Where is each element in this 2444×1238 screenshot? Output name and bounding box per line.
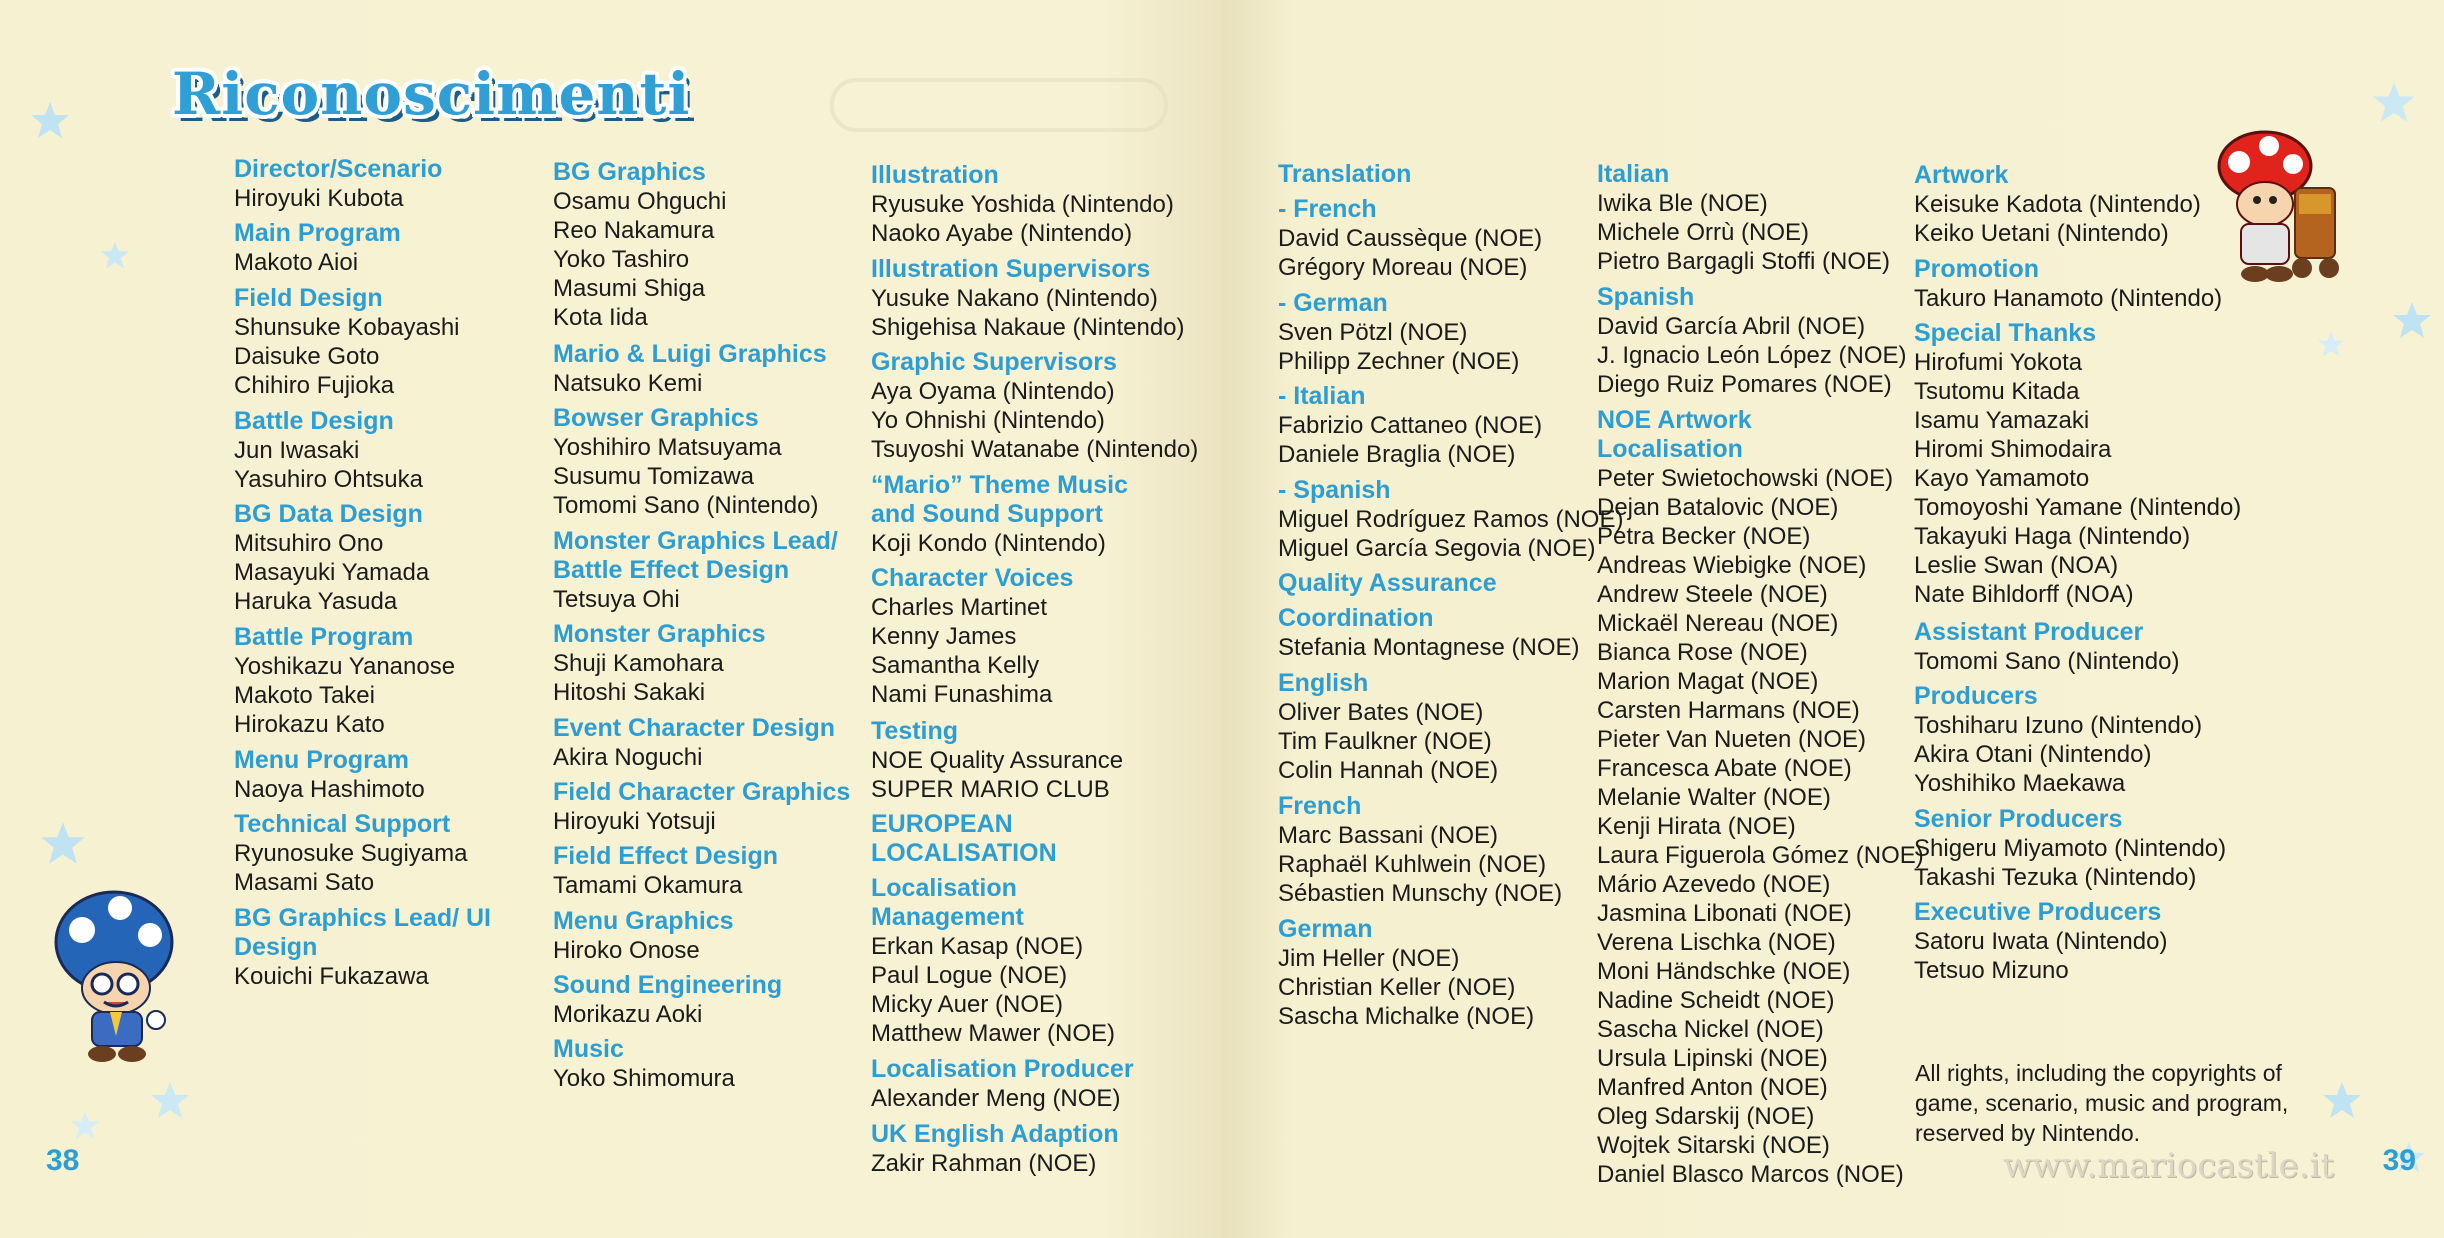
credit-section-assistant-producer xyxy=(1914,618,2214,676)
credit-heading: German xyxy=(1278,914,1373,943)
credit-name: Ryunosuke Sugiyama xyxy=(234,840,468,868)
credit-name: Yasuhiro Ohtsuka xyxy=(234,465,423,493)
bleed-through-shape xyxy=(830,78,1168,132)
credit-name: Micky Auer (NOE) xyxy=(871,991,1064,1019)
credit-name: SUPER MARIO CLUB xyxy=(871,775,1110,803)
credit-heading: NOE Artwork Localisation xyxy=(1597,405,1752,463)
credit-heading: Senior Producers xyxy=(1914,804,2123,833)
credit-name: Hiroyuki Kubota xyxy=(234,185,404,212)
credit-name: Fabrizio Cattaneo (NOE) xyxy=(1278,412,1543,440)
credit-name: Diego Ruiz Pomares (NOE) xyxy=(1597,370,1892,398)
credit-name: Andrew Steele (NOE) xyxy=(1597,580,1828,608)
credit-name: Akira Otani (Nintendo) xyxy=(1914,740,2152,768)
credit-name: Hitoshi Sakaki xyxy=(553,679,706,706)
credit-name: Masumi Shiga xyxy=(553,275,706,302)
credit-heading: Quality Assurance xyxy=(1278,569,1497,598)
credit-name: Pieter Van Nueten (NOE) xyxy=(1597,725,1867,753)
credit-name: Tetsuya Ohi xyxy=(553,585,680,613)
credit-section-monster-graphics xyxy=(553,620,853,707)
credit-name: Paul Logue (NOE) xyxy=(871,962,1068,990)
credit-heading: UK English Adaption xyxy=(871,1119,1119,1148)
credit-name: Tsuyoshi Watanabe (Nintendo) xyxy=(871,436,1199,464)
credit-name: Mickaël Nereau (NOE) xyxy=(1597,609,1839,637)
credit-section-bg-data-design xyxy=(234,500,534,616)
credit-heading: Sound Engineering xyxy=(553,970,783,999)
credit-heading: Field Character Graphics xyxy=(553,777,851,806)
right-page xyxy=(1222,0,2444,1238)
credit-name: Satoru Iwata (Nintendo) xyxy=(1914,928,2168,956)
credit-name: Kenny James xyxy=(871,623,1017,651)
star-icon xyxy=(2372,80,2416,124)
credit-heading: Bowser Graphics xyxy=(553,403,759,432)
credit-section-german xyxy=(1278,915,1578,1031)
credit-name: Sven Pötzl (NOE) xyxy=(1278,318,1468,346)
credit-name: Makoto Takei xyxy=(234,682,375,709)
credit-section-italian xyxy=(1597,160,1897,276)
credit-heading: Producers xyxy=(1914,681,2038,710)
credit-name: Christian Keller (NOE) xyxy=(1278,973,1516,1001)
credit-name: Alexander Meng (NOE) xyxy=(871,1085,1121,1113)
credit-name: Sascha Michalke (NOE) xyxy=(1278,1002,1535,1030)
credit-heading: Executive Producers xyxy=(1914,898,2162,927)
credit-name: Yo Ohnishi (Nintendo) xyxy=(871,407,1105,435)
credit-section-character-voices xyxy=(871,564,1171,709)
credit-name: Stefania Montagnese (NOE) xyxy=(1278,634,1580,662)
credit-name: Hirofumi Yokota xyxy=(1914,348,2083,376)
credit-name: Francesca Abate (NOE) xyxy=(1597,754,1852,782)
credit-heading: Director/Scenario xyxy=(234,155,443,183)
credit-heading: Character Voices xyxy=(871,564,1074,593)
credit-name: Hiromi Shimodaira xyxy=(1914,435,2112,463)
credit-name: Hirokazu Kato xyxy=(234,711,385,738)
credit-name: Akira Noguchi xyxy=(553,743,703,771)
credit-name: Iwika Ble (NOE) xyxy=(1597,190,1768,217)
credit-name: Kenji Hirata (NOE) xyxy=(1597,812,1796,840)
credit-name: Kouichi Fukazawa xyxy=(234,962,429,990)
credit-section-executive-producers xyxy=(1914,898,2214,985)
credit-section-producers xyxy=(1914,682,2214,798)
credit-section-artwork xyxy=(1914,161,2214,248)
star-icon xyxy=(2392,300,2432,340)
credit-name: Verena Lischka (NOE) xyxy=(1597,928,1836,956)
credit-heading: - German xyxy=(1278,288,1388,317)
credit-section-main-program xyxy=(234,219,534,277)
credit-section-italian xyxy=(1278,382,1578,469)
credit-name: Raphaël Kuhlwein (NOE) xyxy=(1278,850,1547,878)
credit-section-illustration xyxy=(871,161,1174,248)
credit-section-graphic-supervisors xyxy=(871,348,1198,464)
credit-name: Masayuki Yamada xyxy=(234,559,430,587)
credit-name: Nate Bihldorff (NOA) xyxy=(1914,580,2134,608)
credit-name: Zakir Rahman (NOE) xyxy=(871,1149,1097,1177)
credit-name: Moni Händschke (NOE) xyxy=(1597,957,1851,985)
credit-name: Grégory Moreau (NOE) xyxy=(1278,254,1528,281)
credit-name: Yoko Shimomura xyxy=(553,1065,735,1093)
credit-section-testing xyxy=(871,717,1171,804)
credit-section-localisation-producer xyxy=(871,1055,1171,1113)
credit-section-english xyxy=(1278,669,1578,785)
page-title: Riconoscimenti xyxy=(172,60,691,128)
credit-heading: Technical Support xyxy=(234,810,451,839)
credit-name: Aya Oyama (Nintendo) xyxy=(871,378,1115,406)
credit-name: Ursula Lipinski (NOE) xyxy=(1597,1044,1828,1072)
credit-heading: BG Graphics Lead/ UI Design xyxy=(234,903,492,961)
credit-name: Isamu Yamazaki xyxy=(1914,406,2090,434)
credit-name: Samantha Kelly xyxy=(871,652,1040,680)
credit-name: Charles Martinet xyxy=(871,594,1048,622)
credit-section-technical-support xyxy=(234,810,534,897)
credit-name: Morikazu Aoki xyxy=(553,1000,703,1028)
credit-name: Takashi Tezuka (Nintendo) xyxy=(1914,863,2197,891)
credit-heading: Event Character Design xyxy=(553,713,836,742)
credit-name: Tsutomu Kitada xyxy=(1914,377,2080,405)
credit-name: Laura Figuerola Gómez (NOE) xyxy=(1597,841,1924,869)
credit-heading: Localisation Producer xyxy=(871,1055,1134,1084)
credit-name: Jun Iwasaki xyxy=(234,436,360,464)
credit-section-mario-luigi-graphics xyxy=(553,340,853,398)
credit-section-spanish xyxy=(1597,283,1907,399)
credit-heading: Monster Graphics Lead/ Battle Effect Design xyxy=(553,526,838,584)
credit-name: Mário Azevedo (NOE) xyxy=(1597,870,1831,898)
credit-name: Leslie Swan (NOA) xyxy=(1914,551,2119,579)
page-number: 38 xyxy=(46,1144,80,1177)
credit-name: NOE Quality Assurance xyxy=(871,746,1124,774)
credit-section-bg-graphics xyxy=(553,158,853,332)
credit-name: Kota Iida xyxy=(553,304,648,331)
credit-section-illustration-supervisors xyxy=(871,255,1185,342)
credit-name: Nami Funashima xyxy=(871,681,1053,709)
credit-name: Oleg Sdarskij (NOE) xyxy=(1597,1102,1815,1130)
credit-name: Oliver Bates (NOE) xyxy=(1278,698,1484,726)
credit-name: Daniel Blasco Marcos (NOE) xyxy=(1597,1160,1904,1188)
credit-name: Miguel García Segovia (NOE) xyxy=(1278,534,1596,562)
credit-name: Tomomi Sano (Nintendo) xyxy=(1914,647,2180,675)
credit-section-quality-assurance xyxy=(1278,569,1578,598)
credit-heading: Monster Graphics xyxy=(553,620,766,648)
credit-name: Dejan Batalovic (NOE) xyxy=(1597,493,1839,521)
credit-heading: EUROPEAN LOCALISATION xyxy=(871,810,1057,868)
credit-section-senior-producers xyxy=(1914,805,2226,892)
credit-heading: Translation xyxy=(1278,160,1412,188)
credit-section-coordination xyxy=(1278,604,1580,662)
credit-heading: Mario & Luigi Graphics xyxy=(553,339,827,368)
credit-section-battle-design xyxy=(234,407,534,494)
credit-heading: Assistant Producer xyxy=(1914,617,2144,646)
star-icon xyxy=(30,100,70,140)
credit-name: Shigehisa Nakaue (Nintendo) xyxy=(871,313,1185,341)
credit-heading: Music xyxy=(553,1035,624,1064)
credit-name: Pietro Bargagli Stoffi (NOE) xyxy=(1597,248,1891,275)
credit-name: Petra Becker (NOE) xyxy=(1597,522,1811,550)
credit-name: Ryusuke Yoshida (Nintendo) xyxy=(871,191,1174,218)
credit-heading: Menu Graphics xyxy=(553,906,734,935)
credit-name: Osamu Ohguchi xyxy=(553,188,727,215)
credit-section-spanish xyxy=(1278,476,1623,563)
credit-section-uk-english-adaption xyxy=(871,1120,1171,1178)
credit-name: Hiroko Onose xyxy=(553,936,700,964)
credit-heading: Testing xyxy=(871,716,959,745)
credit-section-menu-graphics xyxy=(553,907,853,965)
credit-name: Naoko Ayabe (Nintendo) xyxy=(871,220,1133,247)
credit-section-field-design xyxy=(234,284,534,400)
credit-section-french xyxy=(1278,792,1578,908)
credit-name: Yoshihiro Matsuyama xyxy=(553,433,782,461)
credit-name: Yoko Tashiro xyxy=(553,246,690,273)
credit-name: Matthew Mawer (NOE) xyxy=(871,1020,1116,1048)
credit-name: Mitsuhiro Ono xyxy=(234,530,384,558)
credit-name: Michele Orrù (NOE) xyxy=(1597,219,1810,246)
credit-name: Shigeru Miyamoto (Nintendo) xyxy=(1914,834,2227,862)
credit-section-european-localisation xyxy=(871,810,1171,868)
credit-heading: Field Effect Design xyxy=(553,842,779,871)
credit-name: Tamami Okamura xyxy=(553,872,743,900)
credit-heading: - French xyxy=(1278,195,1377,223)
credit-section-director-scenario xyxy=(234,155,534,213)
star-icon xyxy=(40,820,86,866)
red-toad-icon xyxy=(2207,128,2357,293)
credit-section-sound-engineering xyxy=(553,971,853,1029)
credit-name: Hiroyuki Yotsuji xyxy=(553,807,716,835)
rights-notice: All rights, including the copyrights of game, scenario, music and program, reserved by Nintendo. xyxy=(1915,1060,2289,1146)
credit-name: Peter Swietochowski (NOE) xyxy=(1597,464,1894,492)
credit-name: Melanie Walter (NOE) xyxy=(1597,783,1831,811)
credit-name: Colin Hannah (NOE) xyxy=(1278,756,1499,784)
credit-name: Bianca Rose (NOE) xyxy=(1597,638,1808,666)
credit-name: Toshiharu Izuno (Nintendo) xyxy=(1914,711,2203,739)
credit-name: Shunsuke Kobayashi xyxy=(234,313,460,341)
blue-toad-icon xyxy=(52,880,182,1070)
credit-name: Erkan Kasap (NOE) xyxy=(871,933,1084,961)
credit-name: Chihiro Fujioka xyxy=(234,371,395,399)
star-icon xyxy=(150,1080,190,1120)
credit-name: Tomomi Sano (Nintendo) xyxy=(553,491,819,519)
credit-heading: BG Data Design xyxy=(234,500,423,529)
credit-section-german xyxy=(1278,289,1578,376)
credit-name: Marion Magat (NOE) xyxy=(1597,667,1819,695)
credit-heading: BG Graphics xyxy=(553,158,706,186)
credit-heading: English xyxy=(1278,668,1369,697)
credit-heading: Illustration xyxy=(871,161,999,189)
credit-name: Makoto Aioi xyxy=(234,249,359,277)
credit-heading: Promotion xyxy=(1914,254,2039,283)
credit-name: Keisuke Kadota (Nintendo) xyxy=(1914,191,2201,218)
credit-name: Shuji Kamohara xyxy=(553,650,724,677)
credit-name: Jasmina Libonati (NOE) xyxy=(1597,899,1852,927)
credit-section-localisation-management xyxy=(871,874,1171,1048)
credit-name: Daniele Braglia (NOE) xyxy=(1278,441,1516,469)
credit-name: Carsten Harmans (NOE) xyxy=(1597,696,1860,724)
credit-name: Haruka Yasuda xyxy=(234,588,398,616)
credit-heading: Localisation Management xyxy=(871,874,1024,932)
credit-name: Sébastien Munschy (NOE) xyxy=(1278,879,1563,907)
credit-name: Susumu Tomizawa xyxy=(553,462,754,490)
credit-heading: Main Program xyxy=(234,219,401,248)
credit-name: Natsuko Kemi xyxy=(553,369,703,397)
credit-name: David Caussèque (NOE) xyxy=(1278,225,1543,252)
credit-section-french xyxy=(1278,195,1578,282)
credit-heading: - Italian xyxy=(1278,382,1366,411)
credit-name: Yoshikazu Yananose xyxy=(234,653,456,680)
credit-heading: Graphic Supervisors xyxy=(871,348,1117,377)
credit-section-translation xyxy=(1278,160,1578,189)
credit-name: Takayuki Haga (Nintendo) xyxy=(1914,522,2191,550)
credit-section-field-character-graphics xyxy=(553,778,853,836)
star-icon xyxy=(2322,1080,2362,1120)
credit-heading: Spanish xyxy=(1597,282,1695,311)
credit-name: Tim Faulkner (NOE) xyxy=(1278,727,1492,755)
credit-heading: Battle Design xyxy=(234,406,394,435)
credit-heading: Italian xyxy=(1597,160,1670,188)
credit-section-battle-program xyxy=(234,623,534,739)
credit-section-event-character-design xyxy=(553,714,853,772)
credit-name: David García Abril (NOE) xyxy=(1597,312,1866,340)
credit-heading: Battle Program xyxy=(234,623,414,651)
star-icon xyxy=(2317,330,2345,358)
credit-section-mario-theme-music-and-sound-support xyxy=(871,471,1171,558)
credit-name: Miguel Rodríguez Ramos (NOE) xyxy=(1278,505,1624,533)
credit-name: Andreas Wiebigke (NOE) xyxy=(1597,551,1867,579)
credit-name: Yusuke Nakano (Nintendo) xyxy=(871,284,1158,312)
credit-section-noe-artwork-localisation xyxy=(1597,406,1924,1189)
credit-heading: French xyxy=(1278,791,1362,820)
credit-name: Manfred Anton (NOE) xyxy=(1597,1073,1828,1101)
credit-heading: Coordination xyxy=(1278,604,1434,633)
page-number: 39 xyxy=(2382,1144,2416,1177)
credit-section-special-thanks xyxy=(1914,319,2241,609)
credit-name: Reo Nakamura xyxy=(553,217,715,244)
credit-heading: Special Thanks xyxy=(1914,318,2097,347)
credit-heading: “Mario” Theme Music and Sound Support xyxy=(871,471,1128,529)
credit-name: J. Ignacio León López (NOE) xyxy=(1597,341,1907,369)
credit-name: Marc Bassani (NOE) xyxy=(1278,821,1499,849)
credit-name: Philipp Zechner (NOE) xyxy=(1278,347,1520,375)
credit-name: Keiko Uetani (Nintendo) xyxy=(1914,220,2169,247)
credit-name: Wojtek Sitarski (NOE) xyxy=(1597,1131,1830,1159)
credit-name: Nadine Scheidt (NOE) xyxy=(1597,986,1835,1014)
credit-section-promotion xyxy=(1914,255,2222,313)
credit-name: Masami Sato xyxy=(234,869,375,897)
credit-heading: - Spanish xyxy=(1278,475,1391,504)
credit-heading: Artwork xyxy=(1914,161,2009,189)
star-icon xyxy=(100,240,130,270)
credit-section-bowser-graphics xyxy=(553,404,853,520)
credit-name: Daisuke Goto xyxy=(234,342,380,370)
credit-heading: Field Design xyxy=(234,283,383,312)
credit-name: Naoya Hashimoto xyxy=(234,775,425,803)
credit-heading: Illustration Supervisors xyxy=(871,254,1151,283)
credit-section-field-effect-design xyxy=(553,842,853,900)
credit-name: Yoshihiko Maekawa xyxy=(1914,769,2126,797)
credit-name: Jim Heller (NOE) xyxy=(1278,944,1460,972)
credit-name: Koji Kondo (Nintendo) xyxy=(871,530,1106,558)
credit-name: Sascha Nickel (NOE) xyxy=(1597,1015,1824,1043)
credit-section-music xyxy=(553,1035,853,1093)
credit-section-monster-graphics-lead-battle-effect-design xyxy=(553,527,853,614)
star-icon xyxy=(70,1110,100,1140)
credit-heading: Menu Program xyxy=(234,745,410,774)
credit-name: Kayo Yamamoto xyxy=(1914,464,2090,492)
credit-section-bg-graphics-lead-ui-design xyxy=(234,904,534,991)
credit-name: Tomoyoshi Yamane (Nintendo) xyxy=(1914,493,2242,521)
credit-name: Takuro Hanamoto (Nintendo) xyxy=(1914,284,2223,312)
watermark: www.mariocastle.it xyxy=(2003,1146,2334,1186)
credit-section-menu-program xyxy=(234,746,534,804)
credit-name: Tetsuo Mizuno xyxy=(1914,957,2069,985)
